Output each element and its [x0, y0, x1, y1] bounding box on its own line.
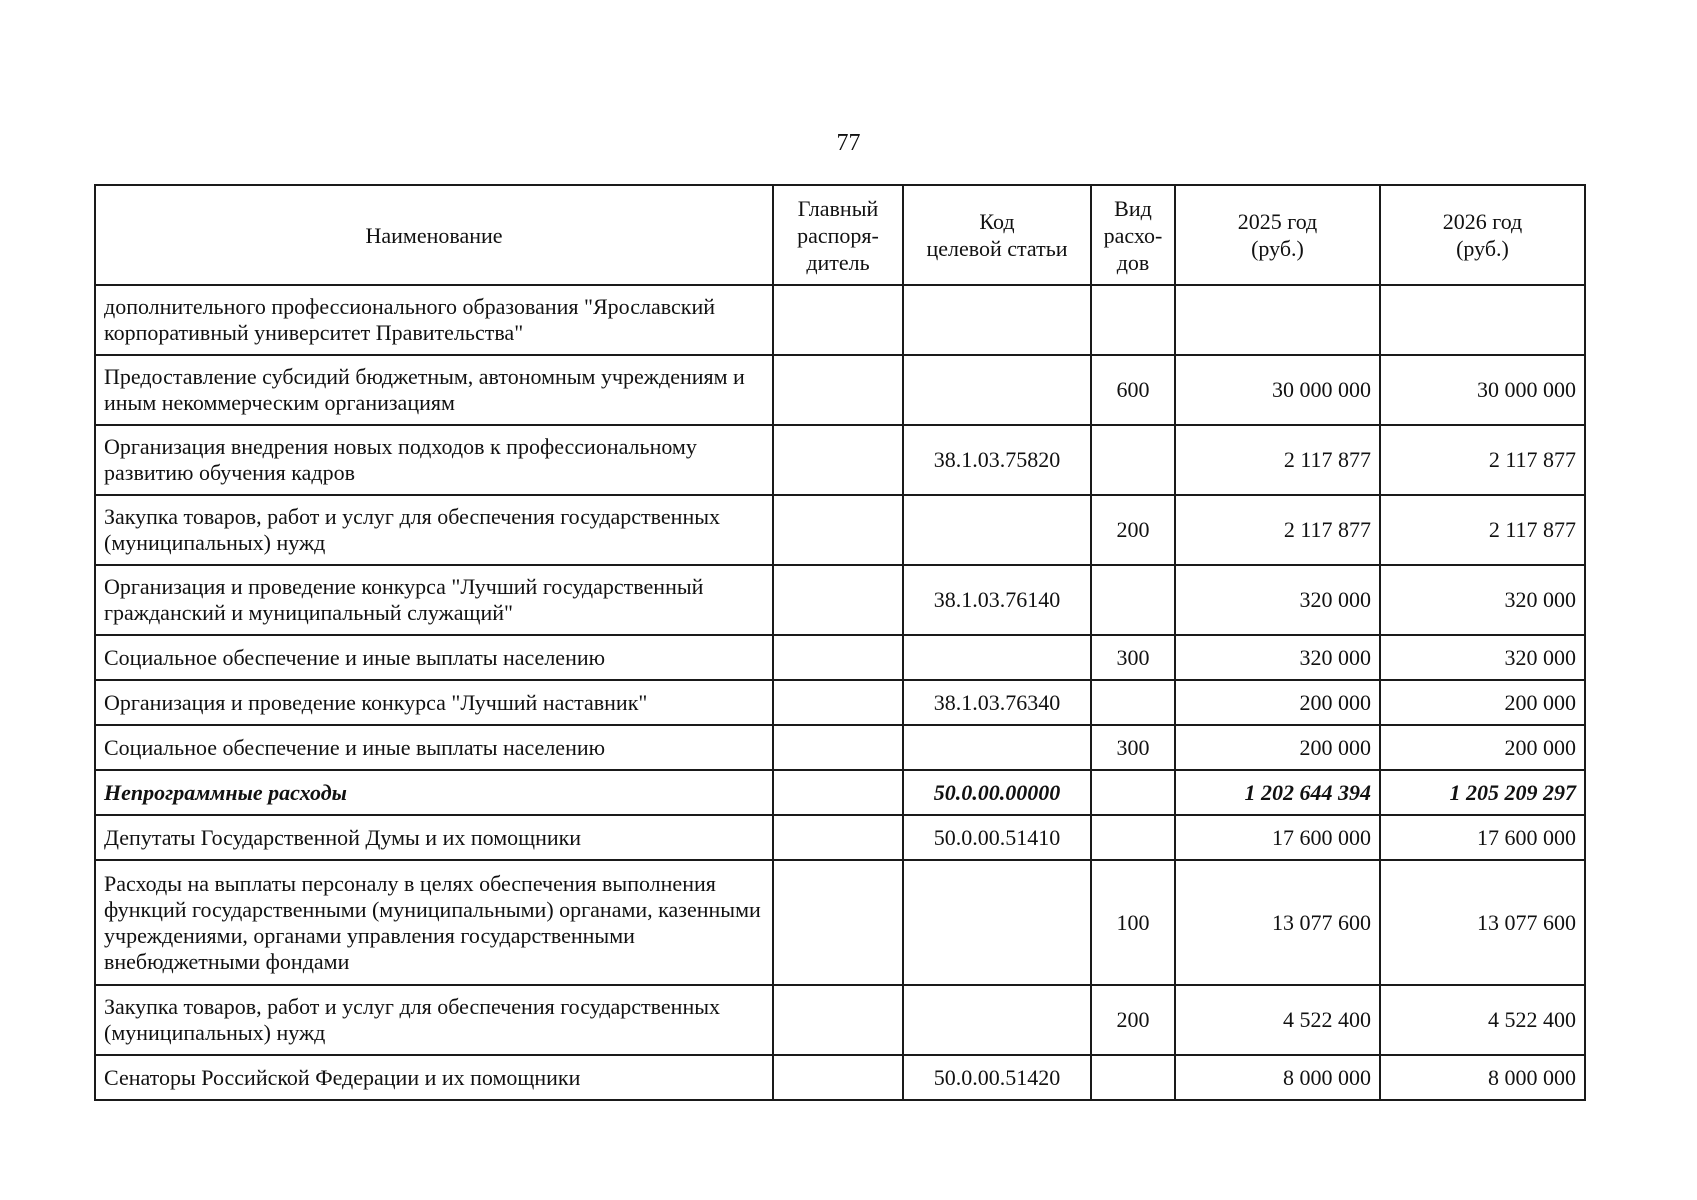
row-main-manager-cell	[773, 495, 903, 565]
table-row	[95, 635, 1585, 680]
row-name-cell: Социальное обеспечение и иные выплаты населению	[95, 725, 773, 770]
row-target-code-cell: 38.1.03.76140	[903, 565, 1091, 635]
row-main-manager-cell	[773, 860, 903, 985]
row-amount-2025-cell: 17 600 000	[1175, 815, 1380, 860]
row-target-code-cell: 50.0.00.00000	[903, 770, 1091, 815]
header-code-line-1: Код	[979, 209, 1015, 234]
row-expense-type-cell	[1091, 565, 1175, 635]
table-row	[95, 1055, 1585, 1100]
row-expense-type-cell: 200	[1091, 985, 1175, 1055]
header-expense-type	[1091, 185, 1175, 285]
header-name: Наименование	[95, 185, 773, 285]
row-target-code-cell	[903, 985, 1091, 1055]
row-amount-2026-cell: 2 117 877	[1380, 425, 1585, 495]
header-type-line-3: дов	[1116, 249, 1150, 275]
row-name-cell: Организация и проведение конкурса "Лучший наставник"	[95, 680, 773, 725]
row-main-manager-cell	[773, 565, 903, 635]
row-amount-2026-cell: 200 000	[1380, 725, 1585, 770]
row-target-code-cell: 38.1.03.76340	[903, 680, 1091, 725]
row-expense-type-cell	[1091, 815, 1175, 860]
row-main-manager-cell	[773, 680, 903, 725]
row-name-cell: Предоставление субсидий бюджетным, автономным учреждениям и иным некоммерческим организациям	[95, 355, 773, 425]
row-target-code-cell	[903, 285, 1091, 355]
row-main-manager-cell	[773, 635, 903, 680]
row-target-code-cell	[903, 355, 1091, 425]
table-row	[95, 565, 1585, 635]
row-amount-2025-cell: 4 522 400	[1175, 985, 1380, 1055]
row-amount-2025-cell: 2 117 877	[1175, 495, 1380, 565]
table-row	[95, 425, 1585, 495]
row-name-cell: Расходы на выплаты персоналу в целях обеспечения выполнения функций государственными (муниципальными) органами, казенными учреждениями, органами управления государственными внебюджетными фондами	[95, 860, 773, 985]
row-target-code-cell: 50.0.00.51410	[903, 815, 1091, 860]
table-row	[95, 860, 1585, 985]
row-main-manager-cell	[773, 815, 903, 860]
table-row	[95, 355, 1585, 425]
row-main-manager-cell	[773, 770, 903, 815]
header-2026-line-1: 2026 год	[1442, 209, 1523, 234]
table-row	[95, 680, 1585, 725]
table-row	[95, 495, 1585, 565]
row-amount-2025-cell: 320 000	[1175, 635, 1380, 680]
row-target-code-cell	[903, 725, 1091, 770]
row-target-code-cell	[903, 860, 1091, 985]
table-row	[95, 770, 1585, 815]
header-main-manager	[773, 185, 903, 285]
header-2025-line-1: 2025 год	[1237, 209, 1318, 234]
row-amount-2025-cell: 2 117 877	[1175, 425, 1380, 495]
row-amount-2026-cell: 8 000 000	[1380, 1055, 1585, 1100]
row-target-code-cell: 50.0.00.51420	[903, 1055, 1091, 1100]
table-row	[95, 725, 1585, 770]
row-amount-2026-cell: 200 000	[1380, 680, 1585, 725]
row-expense-type-cell	[1091, 285, 1175, 355]
row-amount-2026-cell	[1380, 285, 1585, 355]
header-2026-line-2: (руб.)	[1456, 236, 1509, 261]
row-name-cell: дополнительного профессионального образования "Ярославский корпоративный университет Правительства"	[95, 285, 773, 355]
row-main-manager-cell	[773, 355, 903, 425]
row-expense-type-cell: 200	[1091, 495, 1175, 565]
row-main-manager-cell	[773, 425, 903, 495]
row-amount-2026-cell: 4 522 400	[1380, 985, 1585, 1055]
row-name-cell: Закупка товаров, работ и услуг для обеспечения государственных (муниципальных) нужд	[95, 495, 773, 565]
row-expense-type-cell	[1091, 425, 1175, 495]
row-amount-2025-cell: 30 000 000	[1175, 355, 1380, 425]
header-type-line-2: расхо-	[1103, 222, 1163, 248]
row-expense-type-cell: 300	[1091, 725, 1175, 770]
row-main-manager-cell	[773, 725, 903, 770]
table-body	[95, 285, 1585, 1100]
row-amount-2026-cell: 320 000	[1380, 565, 1585, 635]
row-name-cell: Сенаторы Российской Федерации и их помощники	[95, 1055, 773, 1100]
row-expense-type-cell	[1091, 770, 1175, 815]
row-expense-type-cell	[1091, 1055, 1175, 1100]
row-amount-2025-cell: 1 202 644 394	[1175, 770, 1380, 815]
row-amount-2026-cell: 1 205 209 297	[1380, 770, 1585, 815]
row-amount-2025-cell	[1175, 285, 1380, 355]
header-target-code	[903, 185, 1091, 285]
row-amount-2025-cell: 200 000	[1175, 680, 1380, 725]
row-amount-2026-cell: 30 000 000	[1380, 355, 1585, 425]
row-expense-type-cell: 600	[1091, 355, 1175, 425]
row-amount-2026-cell: 2 117 877	[1380, 495, 1585, 565]
row-amount-2025-cell: 8 000 000	[1175, 1055, 1380, 1100]
row-amount-2025-cell: 13 077 600	[1175, 860, 1380, 985]
header-2025-line-2: (руб.)	[1251, 236, 1304, 261]
row-expense-type-cell: 100	[1091, 860, 1175, 985]
row-amount-2026-cell: 13 077 600	[1380, 860, 1585, 985]
row-target-code-cell	[903, 495, 1091, 565]
row-expense-type-cell	[1091, 680, 1175, 725]
header-code-line-2: целевой статьи	[926, 236, 1068, 261]
row-name-cell: Депутаты Государственной Думы и их помощники	[95, 815, 773, 860]
row-target-code-cell: 38.1.03.75820	[903, 425, 1091, 495]
header-main-manager-line-1: Главный	[797, 195, 879, 221]
table-row	[95, 985, 1585, 1055]
budget-table	[94, 184, 1586, 1101]
row-amount-2026-cell: 320 000	[1380, 635, 1585, 680]
row-main-manager-cell	[773, 985, 903, 1055]
row-main-manager-cell	[773, 285, 903, 355]
row-main-manager-cell	[773, 1055, 903, 1100]
row-target-code-cell	[903, 635, 1091, 680]
row-name-cell: Социальное обеспечение и иные выплаты населению	[95, 635, 773, 680]
header-main-manager-line-3: дитель	[806, 249, 870, 275]
row-expense-type-cell: 300	[1091, 635, 1175, 680]
page-number: 77	[836, 130, 861, 156]
header-main-manager-line-2: распоря-	[797, 222, 879, 248]
row-amount-2026-cell: 17 600 000	[1380, 815, 1585, 860]
row-amount-2025-cell: 320 000	[1175, 565, 1380, 635]
table-header-row	[95, 185, 1585, 285]
table-row	[95, 815, 1585, 860]
header-year-2026	[1380, 185, 1585, 285]
row-name-cell: Организация внедрения новых подходов к профессиональному развитию обучения кадров	[95, 425, 773, 495]
row-name-cell: Организация и проведение конкурса "Лучший государственный гражданский и муниципальный служащий"	[95, 565, 773, 635]
table-row	[95, 285, 1585, 355]
row-name-cell: Закупка товаров, работ и услуг для обеспечения государственных (муниципальных) нужд	[95, 985, 773, 1055]
row-name-cell: Непрограммные расходы	[95, 770, 773, 815]
header-year-2025	[1175, 185, 1380, 285]
row-amount-2025-cell: 200 000	[1175, 725, 1380, 770]
header-type-line-1: Вид	[1114, 195, 1152, 221]
